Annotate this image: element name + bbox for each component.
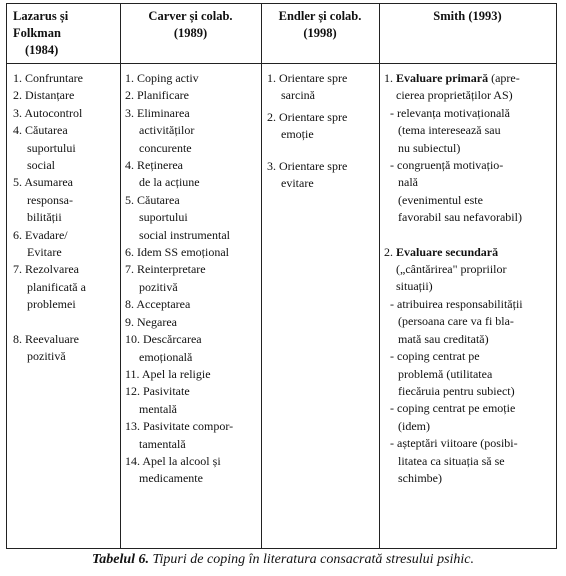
secondary-heading: 2. Evaluare secundară [384,244,499,259]
list-item: 5. Căutarea suportului social instrumental [125,192,230,242]
table-caption [0,552,566,568]
list-item: 6. Idem SS emoțional [125,245,229,260]
list-item: 14. Apel la alcool și medicamente [125,453,221,486]
list-item: 4. Căutarea suportului social [13,123,76,173]
caption-text: Tipuri de coping în literatura consacrată stresului psihic. [149,552,475,567]
list-item: 4. Reținerea de la acțiune [125,158,200,190]
list-item: 1. Coping activ [125,71,199,85]
list-item: 6. Evadare/ Evitare [13,227,68,260]
list-item: 1. Confruntare [13,71,83,85]
column-lazarus [13,70,118,366]
column-carver [125,70,259,488]
list-item: 3. Eliminarea activităților concurente [125,105,195,155]
list-item: 2. Planificare [125,88,189,103]
header-divider [7,63,556,64]
secondary-subitems [384,296,554,487]
caption-label: Tabelul 6. [91,552,150,567]
list-item: 2. Distanțare [13,88,75,103]
list-item: 3. Orientare spre evitare [267,158,348,191]
list-item: 8. Acceptarea [125,297,191,312]
list-item: 13. Pasivitate compor- tamentală [125,419,234,451]
sub-item: - relevanța motivațională (tema interesează sau nu subiectul) [390,105,510,155]
sub-item: - atribuirea responsabilității (persoana care va fi bla- mată sau creditată) [390,296,523,346]
list-item: 3. Autocontrol [13,105,83,120]
list-item: 12. Pasivitate mentală [125,384,190,416]
primary-subitems [384,105,554,227]
column-divider [379,4,380,548]
sub-item: - așteptări viitoare (posibi- litatea ca situația să se schimbe) [390,436,518,485]
list-item: 8. Reevaluare pozitivă [13,331,79,364]
column-divider [261,4,262,548]
sub-item: - congruență motivațio- nală (evenimentul este favorabil sau nefavorabil) [390,158,522,225]
header-endler: Endler și colab. (1998) [278,9,362,40]
sub-item: - coping centrat pe problemă (utilitatea fiecăruia pentru subiect) [390,349,515,398]
coping-table [6,3,557,549]
list-item: 1. Orientare spre sarcină [267,71,348,103]
list-item: 7. Rezolvarea planificată a problemei [13,262,86,312]
column-smith: 1. Evaluare primară (apre- cierea proprietăților AS) - relevanța motivațională (tema interesează sau nu subiectul) - congruență motivațio- nală (evenimentul este favorabil sau nefavorabil) 2. Evaluare secundară („cântărirea" propriilor situații) - atribuirea responsabilității (persoana care va fi bla- mată sau creditată) - coping centrat pe problemă (utilitatea fiecăruia pentru subiect) - coping centrat pe emoție (idem) - așteptări viitoare (posibi- litatea ca situația să se schimbe) [384,70,554,487]
column-endler [267,70,377,192]
header-lazarus: Lazarus și Folkman (1984) [13,9,69,57]
list-item: 11. Apel la religie [125,366,211,381]
list-item: 2. Orientare spre emoție [267,109,348,142]
list-item: 5. Asumarea responsa- bilității [13,175,73,225]
list-item: 10. Descărcarea emoțională [125,332,202,364]
sub-item: - coping centrat pe emoție (idem) [390,401,516,433]
list-item: 9. Negarea [125,314,177,329]
list-item: 7. Reinterpretare pozitivă [125,262,206,294]
column-divider [120,4,121,548]
primary-heading: 1. Evaluare primară (apre- [384,71,520,85]
header-carver: Carver și colab. (1989) [148,9,233,40]
header-smith: Smith (1993) [433,9,502,23]
